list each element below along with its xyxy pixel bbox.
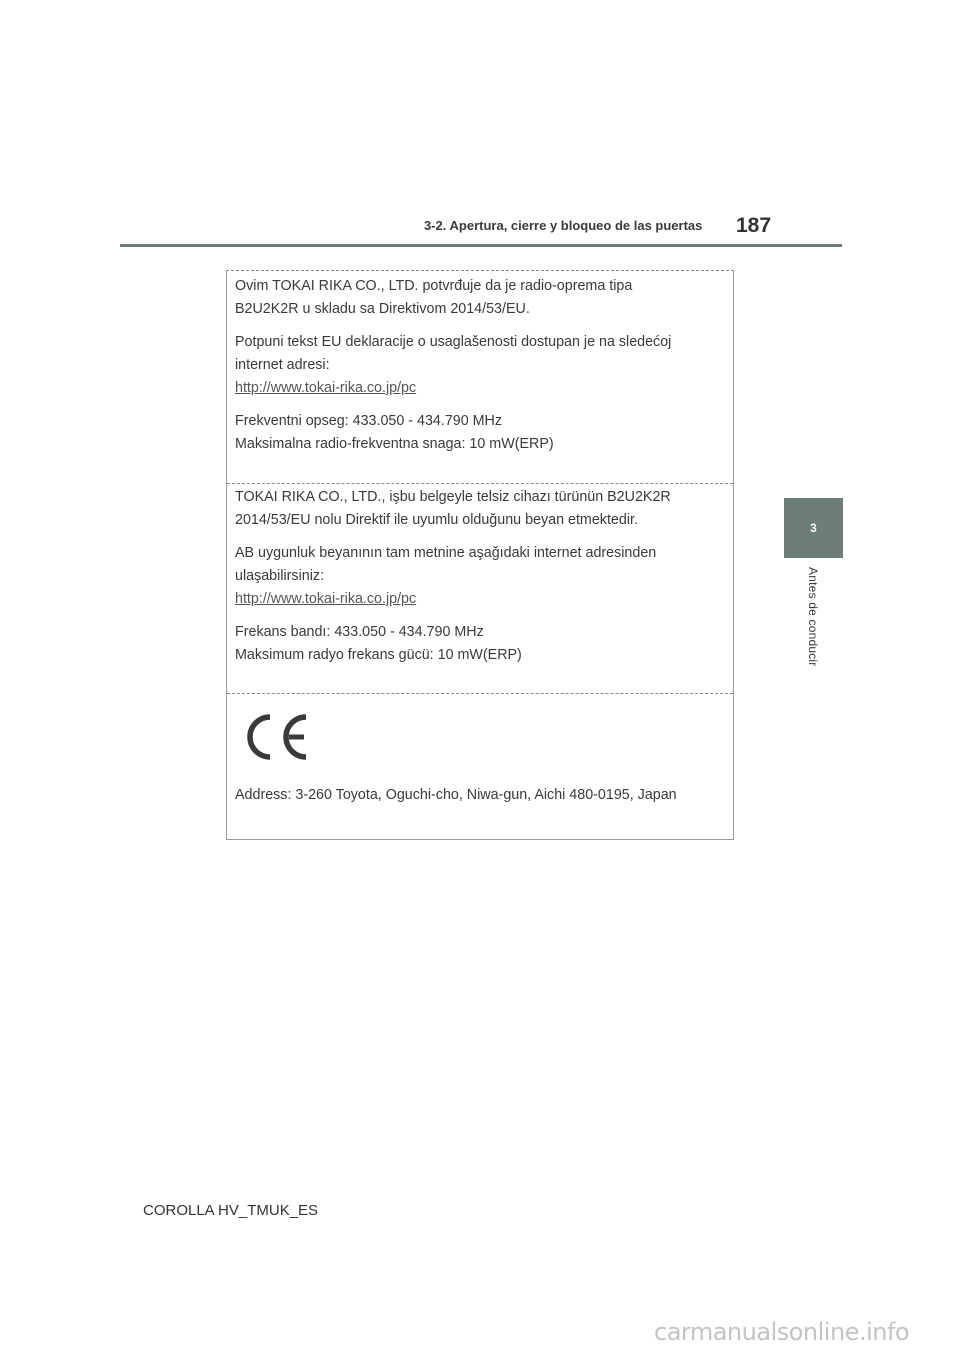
manufacturer-address: Address: 3-260 Toyota, Oguchi-cho, Niwa-gun, Aichi 480-0195, Japan <box>235 787 677 803</box>
turkish-line-1: TOKAI RIKA CO., LTD., işbu belgeyle telsiz cihazı türünün B2U2K2R <box>235 489 671 505</box>
header-section-title: 3-2. Apertura, cierre y bloqueo de las puertas <box>424 218 703 233</box>
section-divider <box>227 483 733 484</box>
declaration-serbian <box>227 275 733 456</box>
chapter-side-label: Antes de conducir <box>806 567 820 667</box>
serbian-line-4: internet adresi: <box>235 357 330 373</box>
serbian-link[interactable]: http://www.tokai-rika.co.jp/pc <box>235 380 417 396</box>
chapter-tab-number: 3 <box>810 521 817 535</box>
turkish-frequency: Frekans bandı: 433.050 - 434.790 MHz <box>235 624 484 640</box>
chapter-tab[interactable] <box>784 498 843 558</box>
footer-model: COROLLA HV_TMUK_ES <box>143 1202 319 1219</box>
turkish-power: Maksimum radyo frekans gücü: 10 mW(ERP) <box>235 647 522 663</box>
serbian-frequency: Frekventni opseg: 433.050 - 434.790 MHz <box>235 413 503 429</box>
serbian-line-1: Ovim TOKAI RIKA CO., LTD. potvrđuje da je radio-oprema tipa <box>235 278 633 294</box>
section-divider <box>227 693 733 694</box>
watermark: carmanualsonline.info <box>654 1318 910 1346</box>
serbian-line-2: B2U2K2R u skladu sa Direktivom 2014/53/EU. <box>235 301 530 317</box>
turkish-line-4: ulaşabilirsiniz: <box>235 568 324 584</box>
serbian-line-3: Potpuni tekst EU deklaracije o usaglašenosti dostupan je na sledećoj <box>235 334 672 350</box>
ce-mark-icon <box>241 711 311 763</box>
serbian-power: Maksimalna radio-frekventna snaga: 10 mW(ERP) <box>235 436 554 452</box>
page-number: 187 <box>736 214 772 237</box>
header-rule <box>120 244 842 247</box>
turkish-line-3: AB uygunluk beyanının tam metnine aşağıdaki internet adresinden <box>235 545 657 561</box>
declaration-turkish <box>227 486 733 667</box>
declaration-box <box>226 270 734 840</box>
turkish-link[interactable]: http://www.tokai-rika.co.jp/pc <box>235 591 417 607</box>
turkish-line-2: 2014/53/EU nolu Direktif ile uyumlu olduğunu beyan etmektedir. <box>235 512 638 528</box>
